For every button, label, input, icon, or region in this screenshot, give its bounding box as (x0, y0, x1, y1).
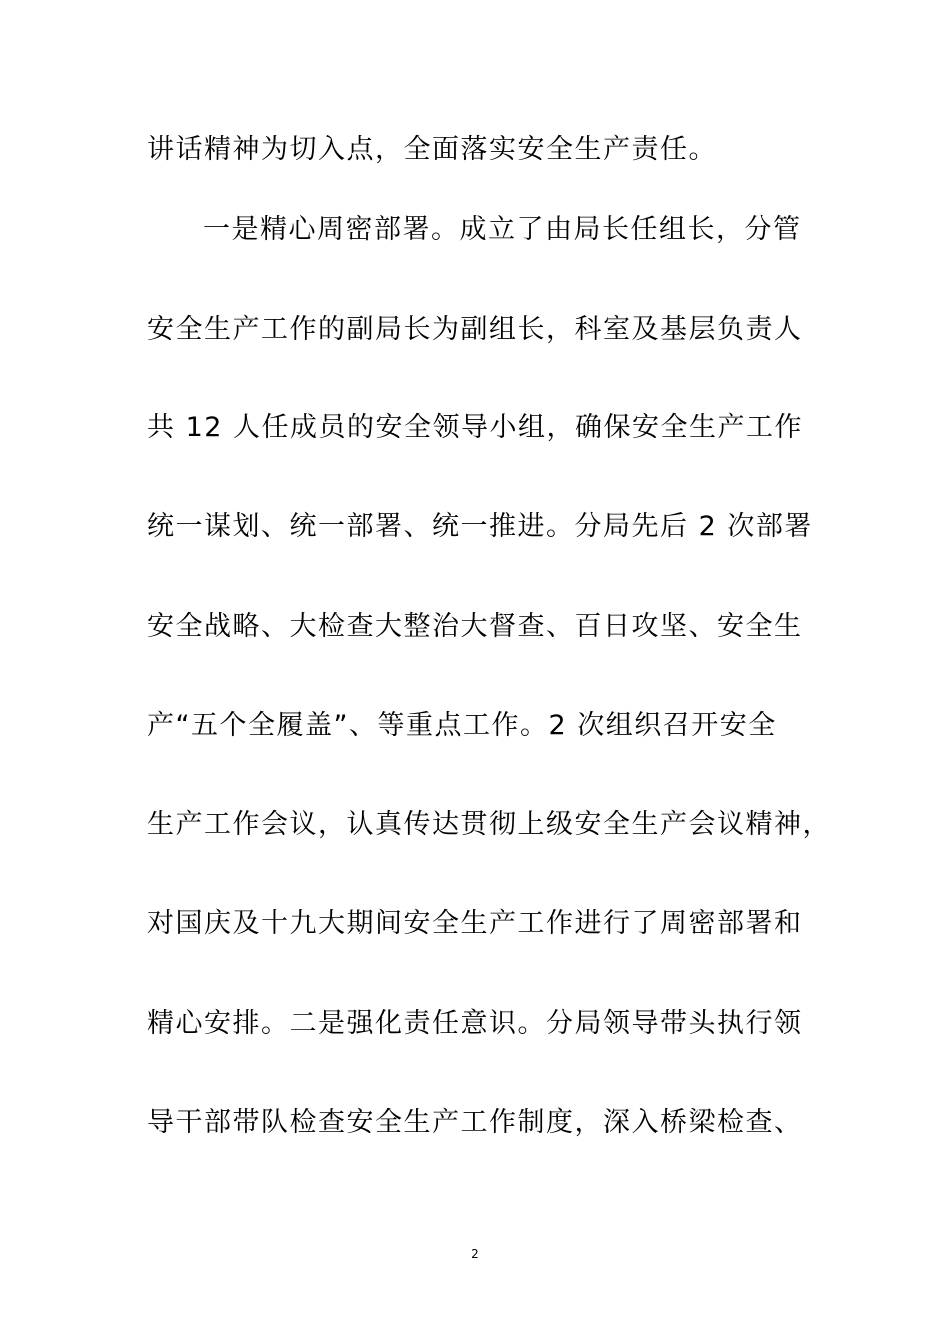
body-text-line: 导干部带队检查安全生产工作制度，深入桥梁检查、 (147, 1107, 803, 1138)
body-text-line: 对国庆及十九大期间安全生产工作进行了周密部署和 (147, 908, 803, 939)
body-text-line: 统一谋划、统一部署、统一推进。分局先后 2 次部署 (147, 511, 813, 542)
body-text-line: 安全生产工作的副局长为副组长，科室及基层负责人 (147, 314, 803, 345)
body-text-line: 生产工作会议，认真传达贯彻上级安全生产会议精神， (147, 809, 831, 840)
body-text-line: 一是精心周密部署。成立了由局长任组长，分管 (203, 214, 802, 245)
body-text-line: 共 12 人任成员的安全领导小组，确保安全生产工作 (147, 412, 804, 443)
body-text-line: 产“五个全履盖”、等重点工作。2 次组织召开安全 (147, 710, 777, 741)
body-text-line: 精心安排。二是强化责任意识。分局领导带头执行领 (147, 1008, 803, 1039)
body-text-line: 讲话精神为切入点，全面落实安全生产责任。 (147, 134, 717, 165)
page-number: 2 (471, 1247, 479, 1261)
body-text-line: 安全战略、大检查大整治大督查、百日攻坚、安全生 (147, 611, 803, 642)
